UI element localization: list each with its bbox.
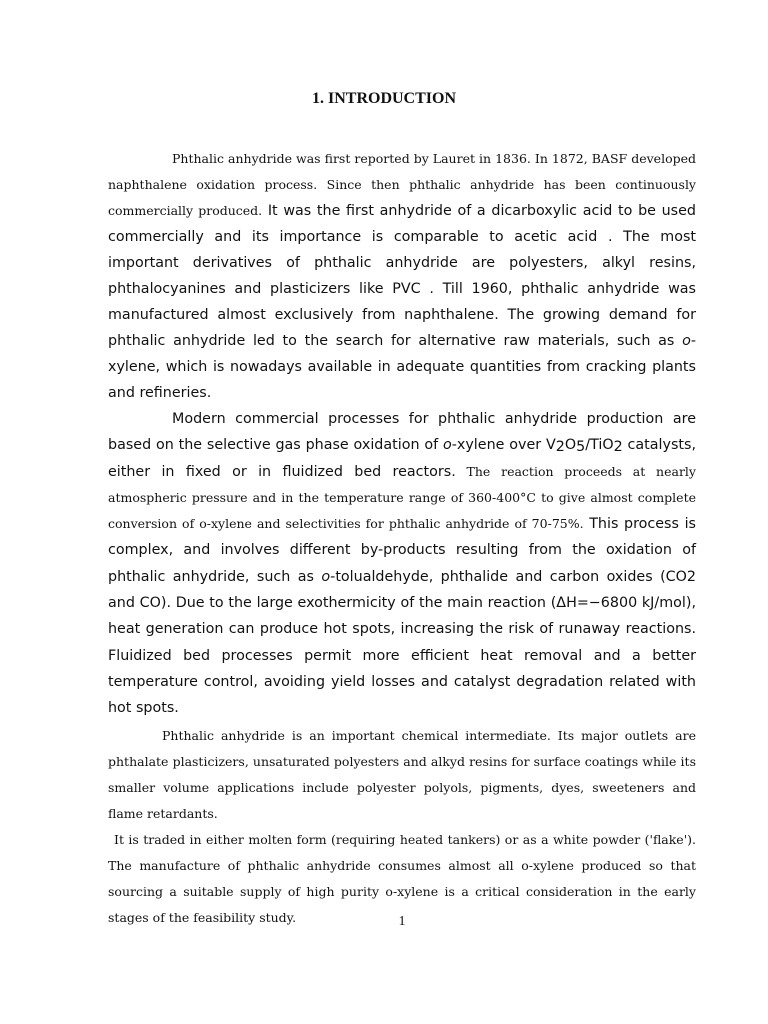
paragraph-3: Phthalic anhydride is an important chemical intermediate. Its major outlets are phthalate plasticizers, unsaturated polyesters and alkyd resins for surface coatings while its smaller volume applications include polyester polyols, pigments, dyes, sweeteners and flame retardants. [108, 727, 696, 821]
paragraph-2-text-e: This process is complex, and involves different by-products resulting from the oxidation of phthalic anhydride, such as [108, 516, 696, 585]
page-title: 1. INTRODUCTION [311, 90, 456, 107]
paragraph-2-text-a: Modern commercial processes for phthalic anhydride production are based on the selective gas phase oxidation of [108, 411, 696, 454]
paragraph-1-italic-o: o [682, 333, 691, 349]
paragraph-2-italic-o: o [442, 437, 452, 454]
oxygen-symbol: O [564, 437, 577, 454]
document-body [108, 146, 696, 931]
paragraph-2-serif-text: The reaction proceeds at nearly atmospheric pressure and in the temperature range of 360-400°C to give almost complete conversion of o-xylene and selectivities for phthalic anhydride of 70-75%. [108, 463, 696, 532]
paragraph-1-serif-text: Phthalic anhydride was first reported by Lauret in 1836. In 1872, BASF developed naphthalene oxidation process. Since then phthalic anhydride has been continuously commercially produced. [108, 151, 696, 218]
paragraph-1 [108, 146, 696, 406]
paragraph-2-italic-o2: o [321, 568, 331, 585]
subscript-2b: 2 [613, 439, 623, 456]
paragraph-2-text-f: -tolualdehyde, phthalide and carbon oxides (CO2 and CO). Due to the large exothermicity of the main reaction (ΔH=−6800 kJ/mol), heat generation can produce hot spots, increasing the risk of runaway reactions. Fluidized bed processes permit more efficient heat removal and a better temperature control, avoiding yield losses and catalyst degradation related with hot spots. [108, 568, 696, 717]
paragraph-2-text-b: -xylene over V [451, 437, 556, 454]
paragraph-2 [108, 406, 696, 722]
paragraph-1-sans-text: It was the first anhydride of a dicarboxylic acid to be used commercially and its importance is comparable to acetic acid . The most important derivatives of phthalic anhydride are polyesters, alkyl resins, phthalocyanines and plasticizers like PVC . Till 1960, phthalic anhydride was manufactured almost exclusively from naphthalene. The growing demand for phthalic anhydride led to the search for alternative raw materials, such as [108, 203, 696, 349]
paragraph-4: It is traded in either molten form (requiring heated tankers) or as a white powder ('flake'). The manufacture of phthalic anhydride consumes almost all o-xylene produced so that sourcing a suitable supply of high purity o-xylene is a critical consideration in the early stages of the feasibility study. [108, 831, 696, 925]
subscript-5: 5 [576, 439, 586, 456]
tio-symbol: /TiO [585, 437, 614, 454]
subscript-2: 2 [555, 439, 565, 456]
paragraph-1-end-text: -xylene, which is nowadays available in adequate quantities from cracking plants and refineries. [108, 333, 696, 401]
paragraph-2-text-c: catalysts, either in fixed or in fluidized bed reactors. [108, 437, 696, 480]
page-number: 1 [398, 914, 406, 929]
